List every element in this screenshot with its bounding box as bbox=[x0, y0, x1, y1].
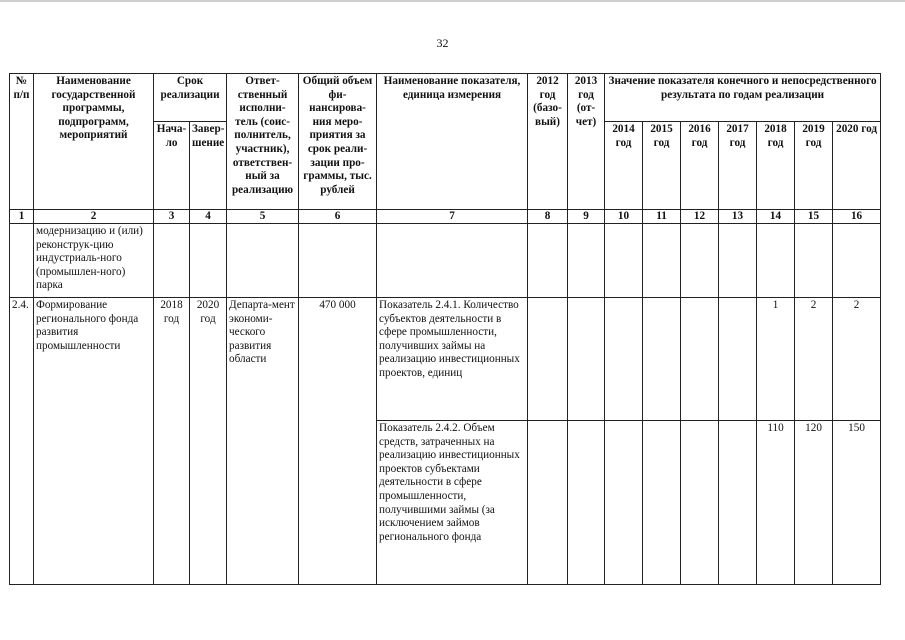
value-2020: 150 bbox=[833, 421, 881, 585]
column-number: 2 bbox=[34, 210, 154, 224]
header-num: № п/п bbox=[10, 74, 34, 210]
column-number: 9 bbox=[568, 210, 605, 224]
column-number: 3 bbox=[154, 210, 190, 224]
value-2018: 1 bbox=[757, 298, 795, 421]
item-responsible: Департа-мент экономи-ческого развития области bbox=[227, 298, 299, 585]
item-number: 2.4. bbox=[10, 298, 34, 585]
header-funding: Общий объем фи-нансирова-ния меро-приятия за срок реали-зации про-граммы, тыс. рублей bbox=[299, 74, 377, 210]
column-number: 10 bbox=[605, 210, 643, 224]
header-year: 2014 год bbox=[605, 122, 643, 210]
header-year: 2015 год bbox=[643, 122, 681, 210]
header-year: 2020 год bbox=[833, 122, 881, 210]
indicator-name: Показатель 2.4.2. Объем средств, затраченных на реализацию инвестиционных проектов субъектами деятельности в сфере промышленности, получившими займы (за исключением займов регионального фонда bbox=[377, 421, 528, 585]
column-number: 12 bbox=[681, 210, 719, 224]
item-end: 2020 год bbox=[190, 298, 227, 585]
header-indicator: Наименование показателя, единица измерения bbox=[377, 74, 528, 210]
column-number: 5 bbox=[227, 210, 299, 224]
item-funding: 470 000 bbox=[299, 298, 377, 585]
header-2012: 2012 год (базо-вый) bbox=[528, 74, 568, 210]
table-row bbox=[10, 298, 881, 421]
value-2018: 110 bbox=[757, 421, 795, 585]
header-year: 2018 год bbox=[757, 122, 795, 210]
column-number: 1 bbox=[10, 210, 34, 224]
indicator-name: Показатель 2.4.1. Количество субъектов деятельности в сфере промышленности, получивших займы на реализацию инвестиционных проектов, единиц bbox=[377, 298, 528, 421]
column-number: 11 bbox=[643, 210, 681, 224]
column-number: 8 bbox=[528, 210, 568, 224]
column-number: 6 bbox=[299, 210, 377, 224]
column-number: 15 bbox=[795, 210, 833, 224]
column-number: 14 bbox=[757, 210, 795, 224]
column-number: 4 bbox=[190, 210, 227, 224]
value-2019: 2 bbox=[795, 298, 833, 421]
program-table bbox=[9, 73, 881, 585]
column-number: 7 bbox=[377, 210, 528, 224]
value-2019: 120 bbox=[795, 421, 833, 585]
continuation-text: модернизацию и (или) реконструк-цию индустриаль-ного (промышлен-ного) парка bbox=[34, 224, 154, 298]
header-2013: 2013 год (от-чет) bbox=[568, 74, 605, 210]
page-number: 32 bbox=[436, 36, 449, 50]
header-program-name: Наименование государственной программы, подпрограмм, мероприятий bbox=[34, 74, 154, 210]
column-number: 13 bbox=[719, 210, 757, 224]
header-year: 2019 год bbox=[795, 122, 833, 210]
header-end: Завер-шение bbox=[190, 122, 227, 210]
item-start: 2018 год bbox=[154, 298, 190, 585]
header-values-group: Значение показателя конечного и непосредственного результата по годам реализации bbox=[605, 74, 881, 122]
header-year: 2017 год bbox=[719, 122, 757, 210]
table-row bbox=[10, 224, 881, 298]
scan-edge bbox=[0, 0, 905, 2]
header-responsible: Ответ-ственный исполни-тель (соис-полнитель, участник), ответствен-ный за реализацию bbox=[227, 74, 299, 210]
column-number-row bbox=[10, 210, 881, 224]
column-number: 16 bbox=[833, 210, 881, 224]
header-period: Срок реализации bbox=[154, 74, 227, 122]
item-name: Формирование регионального фонда развития промышленности bbox=[34, 298, 154, 585]
value-2020: 2 bbox=[833, 298, 881, 421]
header-start: Нача-ло bbox=[154, 122, 190, 210]
header-year: 2016 год bbox=[681, 122, 719, 210]
